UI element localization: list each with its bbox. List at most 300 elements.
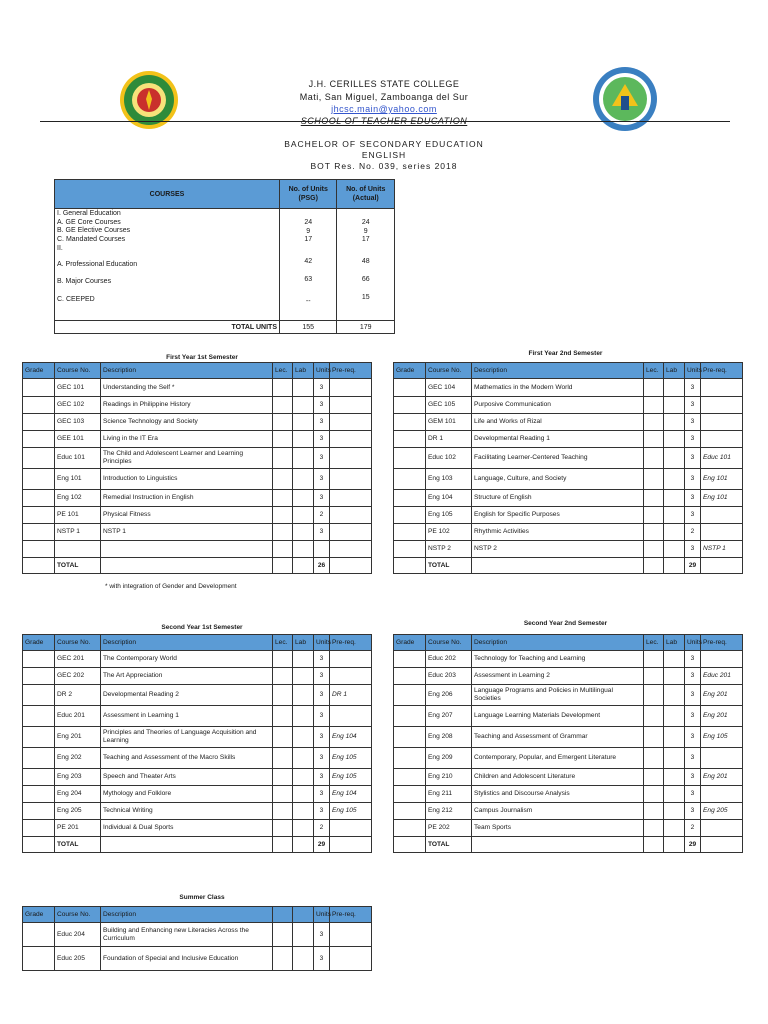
description-cell	[472, 558, 644, 574]
lab-cell	[293, 685, 314, 706]
lab-cell	[664, 748, 685, 769]
prereq-cell	[701, 524, 743, 541]
grade-cell	[23, 820, 55, 837]
column-header-lec: Lec.	[273, 363, 293, 379]
table-row	[23, 668, 372, 685]
summary-header-psg: No. of Units (PSG)	[279, 180, 337, 209]
description-cell: Readings in Philippine History	[101, 397, 273, 414]
description-cell: Life and Works of Rizal	[472, 414, 644, 431]
lec-cell	[273, 507, 293, 524]
units-cell: 3	[685, 507, 701, 524]
lec-cell	[273, 706, 293, 727]
lec-cell	[273, 803, 293, 820]
units-cell: 2	[314, 507, 330, 524]
column-header-course-no: Course No.	[426, 363, 472, 379]
grade-cell	[394, 748, 426, 769]
table-row	[394, 490, 743, 507]
lec-cell	[273, 448, 293, 469]
lab-cell	[293, 837, 314, 853]
course-code-cell: PE 201	[55, 820, 101, 837]
description-cell: Purposive Communication	[472, 397, 644, 414]
grade-cell	[23, 923, 55, 947]
prereq-cell: Eng 105	[330, 803, 372, 820]
grade-cell	[23, 748, 55, 769]
description-cell: Mythology and Folklore	[101, 786, 273, 803]
column-header-units: Units	[314, 363, 330, 379]
prereq-cell	[330, 947, 372, 971]
lec-cell	[273, 820, 293, 837]
description-cell: Developmental Reading 2	[101, 685, 273, 706]
table-row	[394, 727, 743, 748]
units-cell: 3	[685, 651, 701, 668]
prereq-cell	[701, 558, 743, 574]
lec-cell	[273, 431, 293, 448]
summary-total-label: TOTAL UNITS	[55, 321, 280, 334]
grade-cell	[394, 651, 426, 668]
course-code-cell: GEC 101	[55, 379, 101, 397]
summary-label: A. Professional Education	[57, 260, 138, 268]
lab-cell	[293, 558, 314, 574]
table-row	[394, 668, 743, 685]
program-major: ENGLISH	[361, 150, 407, 160]
column-header-course-no: Course No.	[55, 907, 101, 923]
course-code-cell: Eng 103	[426, 469, 472, 490]
grade-cell	[23, 947, 55, 971]
grade-cell	[23, 490, 55, 507]
lec-cell	[273, 397, 293, 414]
description-cell: Developmental Reading 1	[472, 431, 644, 448]
units-cell	[314, 541, 330, 558]
description-cell: Foundation of Special and Inclusive Education	[101, 947, 273, 971]
college-address: Mati, San Miguel, Zamboanga del Sur	[299, 92, 469, 102]
grade-cell	[23, 803, 55, 820]
description-cell: NSTP 2	[472, 541, 644, 558]
lab-cell	[664, 706, 685, 727]
column-header-description: Description	[472, 363, 644, 379]
summary-psg-value: 24	[304, 219, 313, 226]
lab-cell	[293, 469, 314, 490]
lab-cell	[664, 490, 685, 507]
course-code-cell: Eng 205	[55, 803, 101, 820]
description-cell: Structure of English	[472, 490, 644, 507]
summary-labels-cell	[55, 209, 280, 321]
section-title: Summer Class	[179, 894, 225, 901]
description-cell: Children and Adolescent Literature	[472, 769, 644, 786]
units-cell: 3	[314, 727, 330, 748]
lec-cell	[644, 820, 664, 837]
units-cell: 3	[314, 397, 330, 414]
description-cell: English for Specific Purposes	[472, 507, 644, 524]
units-cell: 3	[314, 524, 330, 541]
prereq-cell: Eng 105	[330, 769, 372, 786]
table-row	[394, 524, 743, 541]
table-row	[394, 414, 743, 431]
prereq-cell: Eng 105	[330, 748, 372, 769]
lab-cell	[293, 379, 314, 397]
description-cell: Team Sports	[472, 820, 644, 837]
grade-cell	[23, 379, 55, 397]
grade-cell	[23, 769, 55, 786]
prereq-cell	[701, 837, 743, 853]
table-row	[394, 448, 743, 469]
summary-actual-value: 9	[363, 227, 368, 235]
lec-cell	[644, 706, 664, 727]
course-table-y2s2	[393, 634, 743, 853]
program-title: BACHELOR OF SECONDARY EDUCATION	[284, 139, 484, 149]
units-cell: 3	[685, 490, 701, 507]
units-cell: 2	[314, 820, 330, 837]
description-cell: Assessment in Learning 1	[101, 706, 273, 727]
table-row	[23, 947, 372, 971]
grade-cell	[23, 668, 55, 685]
column-header-prereq: Pre-req.	[330, 363, 372, 379]
lec-cell	[273, 490, 293, 507]
lab-cell	[293, 786, 314, 803]
table-row	[23, 414, 372, 431]
course-code-cell: Educ 101	[55, 448, 101, 469]
grade-cell	[394, 837, 426, 853]
summary-label: A. GE Core Courses	[57, 218, 121, 226]
grade-cell	[394, 448, 426, 469]
summary-psg-value: 42	[304, 258, 313, 266]
prereq-cell: Eng 104	[330, 727, 372, 748]
lab-cell	[664, 448, 685, 469]
units-cell: 3	[314, 685, 330, 706]
course-code-cell: Educ 102	[426, 448, 472, 469]
lec-cell	[644, 685, 664, 706]
lec-cell	[273, 524, 293, 541]
course-code-cell: PE 202	[426, 820, 472, 837]
units-cell: 3	[314, 706, 330, 727]
lab-cell	[293, 706, 314, 727]
total-row	[394, 558, 743, 574]
lab-cell	[293, 490, 314, 507]
footnote: * with integration of Gender and Development	[105, 583, 237, 590]
lab-cell	[664, 803, 685, 820]
grade-cell	[23, 397, 55, 414]
description-cell: The Contemporary World	[101, 651, 273, 668]
lab-cell	[293, 431, 314, 448]
prereq-cell	[701, 414, 743, 431]
prereq-cell: DR 1	[330, 685, 372, 706]
course-code-cell: Educ 204	[55, 923, 101, 947]
grade-cell	[23, 541, 55, 558]
table-row	[23, 923, 372, 947]
column-header-description: Description	[101, 907, 273, 923]
units-cell: 3	[685, 541, 701, 558]
description-cell: Language Programs and Policies in Multilingual Societies	[472, 685, 644, 706]
total-units: 29	[685, 558, 701, 574]
grade-cell	[23, 524, 55, 541]
course-code-cell: Eng 212	[426, 803, 472, 820]
total-row	[23, 558, 372, 574]
table-row	[23, 431, 372, 448]
school-text: SCHOOL OF TEACHER EDUCATION	[300, 116, 468, 126]
lab-cell	[664, 558, 685, 574]
description-cell: Remedial Instruction in English	[101, 490, 273, 507]
column-header-grade: Grade	[394, 363, 426, 379]
description-cell	[472, 837, 644, 853]
college-email-link[interactable]	[0, 103, 768, 115]
summary-psg-cell	[279, 209, 337, 321]
total-row	[394, 837, 743, 853]
column-header-grade: Grade	[394, 635, 426, 651]
column-header-description: Description	[101, 635, 273, 651]
course-code-cell: Eng 211	[426, 786, 472, 803]
lab-cell	[293, 651, 314, 668]
lab-cell	[664, 397, 685, 414]
units-cell: 3	[685, 397, 701, 414]
units-cell: 3	[685, 685, 701, 706]
prereq-cell	[330, 820, 372, 837]
prereq-cell: NSTP 1	[701, 541, 743, 558]
lab-cell	[293, 947, 314, 971]
description-cell: Rhythmic Activities	[472, 524, 644, 541]
prereq-cell	[330, 490, 372, 507]
table-row	[23, 727, 372, 748]
summary-total-actual: 179	[337, 321, 395, 334]
lec-cell	[644, 469, 664, 490]
column-header-lab: Lab	[664, 363, 685, 379]
description-cell: Assessment in Learning 2	[472, 668, 644, 685]
column-header-lec: Lec.	[644, 635, 664, 651]
units-cell: 3	[314, 431, 330, 448]
lab-cell	[293, 769, 314, 786]
column-header-description: Description	[472, 635, 644, 651]
prereq-cell: Eng 105	[701, 727, 743, 748]
total-label: TOTAL	[55, 558, 101, 574]
description-cell: Language, Culture, and Society	[472, 469, 644, 490]
course-code-cell: Eng 210	[426, 769, 472, 786]
units-cell: 3	[314, 651, 330, 668]
description-cell: Individual & Dual Sports	[101, 820, 273, 837]
lec-cell	[644, 541, 664, 558]
table-row	[23, 397, 372, 414]
prereq-cell: Eng 101	[701, 469, 743, 490]
lec-cell	[644, 748, 664, 769]
grade-cell	[394, 706, 426, 727]
lec-cell	[644, 524, 664, 541]
section-title: First Year 2nd Semester	[528, 350, 603, 357]
table-row	[394, 507, 743, 524]
course-code-cell: GEC 201	[55, 651, 101, 668]
course-code-cell: DR 2	[55, 685, 101, 706]
course-table-y2s1	[22, 634, 372, 853]
grade-cell	[23, 706, 55, 727]
column-header-units: Units	[685, 363, 701, 379]
units-cell: 3	[685, 469, 701, 490]
units-cell: 3	[314, 748, 330, 769]
table-row	[394, 685, 743, 706]
table-row	[394, 769, 743, 786]
prereq-cell	[330, 651, 372, 668]
lab-cell	[293, 507, 314, 524]
description-cell: Introduction to Linguistics	[101, 469, 273, 490]
college-name: J.H. CERILLES STATE COLLEGE	[308, 79, 460, 89]
course-code-cell: Educ 203	[426, 668, 472, 685]
column-header-units: Units	[685, 635, 701, 651]
lab-cell	[293, 803, 314, 820]
course-code-cell: Educ 205	[55, 947, 101, 971]
table-row	[23, 469, 372, 490]
table-row	[23, 507, 372, 524]
units-cell: 3	[685, 727, 701, 748]
column-header-lec: Lec.	[273, 635, 293, 651]
lab-cell	[293, 397, 314, 414]
table-row	[394, 786, 743, 803]
lab-cell	[664, 837, 685, 853]
total-label: TOTAL	[55, 837, 101, 853]
lec-cell	[644, 786, 664, 803]
lec-cell	[644, 727, 664, 748]
description-cell: Mathematics in the Modern World	[472, 379, 644, 397]
description-cell: Campus Journalism	[472, 803, 644, 820]
description-cell: Language Learning Materials Development	[472, 706, 644, 727]
lec-cell	[273, 558, 293, 574]
description-cell	[101, 541, 273, 558]
lec-cell	[644, 769, 664, 786]
table-row	[394, 469, 743, 490]
prereq-cell	[330, 558, 372, 574]
prereq-cell	[330, 469, 372, 490]
summary-label: C. CEEPED	[57, 295, 95, 303]
prereq-cell	[330, 397, 372, 414]
prereq-cell	[330, 923, 372, 947]
lec-cell	[644, 431, 664, 448]
lec-cell	[644, 837, 664, 853]
lab-cell	[664, 727, 685, 748]
lab-cell	[293, 820, 314, 837]
column-header-grade: Grade	[23, 363, 55, 379]
table-row	[23, 803, 372, 820]
grade-cell	[394, 507, 426, 524]
table-row	[394, 803, 743, 820]
lec-cell	[273, 748, 293, 769]
lec-cell	[644, 668, 664, 685]
units-cell: 3	[314, 769, 330, 786]
lec-cell	[273, 769, 293, 786]
column-header-lab	[293, 907, 314, 923]
column-header-course-no: Course No.	[426, 635, 472, 651]
summary-label: I. General Education	[57, 210, 121, 217]
description-cell: NSTP 1	[101, 524, 273, 541]
lab-cell	[664, 685, 685, 706]
column-header-lec: Lec.	[644, 363, 664, 379]
header-divider	[40, 121, 730, 122]
table-row	[23, 685, 372, 706]
course-code-cell: GEC 102	[55, 397, 101, 414]
course-code-cell: Eng 102	[55, 490, 101, 507]
table-row	[23, 524, 372, 541]
course-code-cell: Educ 201	[55, 706, 101, 727]
prereq-cell	[701, 820, 743, 837]
lab-cell	[293, 448, 314, 469]
prereq-cell	[701, 786, 743, 803]
lec-cell	[644, 507, 664, 524]
lab-cell	[664, 524, 685, 541]
units-summary-table	[54, 179, 395, 334]
table-row	[23, 786, 372, 803]
lab-cell	[664, 786, 685, 803]
table-row	[394, 706, 743, 727]
prereq-cell	[701, 379, 743, 397]
lab-cell	[664, 431, 685, 448]
grade-cell	[23, 431, 55, 448]
prereq-cell	[330, 448, 372, 469]
table-row	[394, 748, 743, 769]
grade-cell	[394, 431, 426, 448]
course-code-cell: GEE 101	[55, 431, 101, 448]
lec-cell	[273, 786, 293, 803]
table-row	[23, 490, 372, 507]
prereq-cell	[701, 748, 743, 769]
course-code-cell: Eng 208	[426, 727, 472, 748]
course-code-cell: Eng 207	[426, 706, 472, 727]
column-header-lab: Lab	[664, 635, 685, 651]
description-cell: Contemporary, Popular, and Emergent Literature	[472, 748, 644, 769]
table-row	[23, 541, 372, 558]
prereq-cell: Eng 101	[701, 490, 743, 507]
units-cell: 3	[685, 448, 701, 469]
column-header-lab: Lab	[293, 363, 314, 379]
column-header-grade: Grade	[23, 635, 55, 651]
total-units: 29	[314, 837, 330, 853]
column-header-prereq: Pre-req.	[330, 907, 372, 923]
course-code-cell: DR 1	[426, 431, 472, 448]
course-code-cell: Educ 202	[426, 651, 472, 668]
course-code-cell: PE 101	[55, 507, 101, 524]
table-row	[394, 397, 743, 414]
lab-cell	[664, 668, 685, 685]
summary-label: II.	[57, 244, 63, 252]
column-header-lec	[273, 907, 293, 923]
prereq-cell	[330, 507, 372, 524]
description-cell: Building and Enhancing new Literacies Across the Curriculum	[101, 923, 273, 947]
grade-cell	[23, 837, 55, 853]
units-cell: 3	[314, 469, 330, 490]
prereq-cell	[701, 651, 743, 668]
summary-psg-value: 17	[304, 236, 313, 244]
course-code-cell: Eng 206	[426, 685, 472, 706]
grade-cell	[23, 448, 55, 469]
grade-cell	[23, 786, 55, 803]
grade-cell	[394, 820, 426, 837]
table-row	[394, 541, 743, 558]
course-code-cell: Eng 202	[55, 748, 101, 769]
description-cell: Science Technology and Society	[101, 414, 273, 431]
prereq-cell: Eng 201	[701, 685, 743, 706]
table-row	[23, 820, 372, 837]
summary-header-courses: COURSES	[55, 180, 280, 209]
email-text[interactable]: jhcsc.main@yahoo.com	[331, 104, 437, 114]
lec-cell	[273, 668, 293, 685]
total-label: TOTAL	[426, 837, 472, 853]
column-header-lab: Lab	[293, 635, 314, 651]
course-code-cell: Eng 105	[426, 507, 472, 524]
course-table-y1s2	[393, 362, 743, 574]
description-cell: Technology for Teaching and Learning	[472, 651, 644, 668]
summary-actual-value: 66	[361, 275, 370, 283]
lab-cell	[664, 541, 685, 558]
course-code-cell: Eng 104	[426, 490, 472, 507]
summary-actual-value: 24	[361, 219, 370, 226]
lab-cell	[293, 923, 314, 947]
table-row	[394, 379, 743, 397]
course-code-cell: NSTP 2	[426, 541, 472, 558]
total-units: 29	[685, 837, 701, 853]
grade-cell	[394, 469, 426, 490]
prereq-cell	[330, 541, 372, 558]
